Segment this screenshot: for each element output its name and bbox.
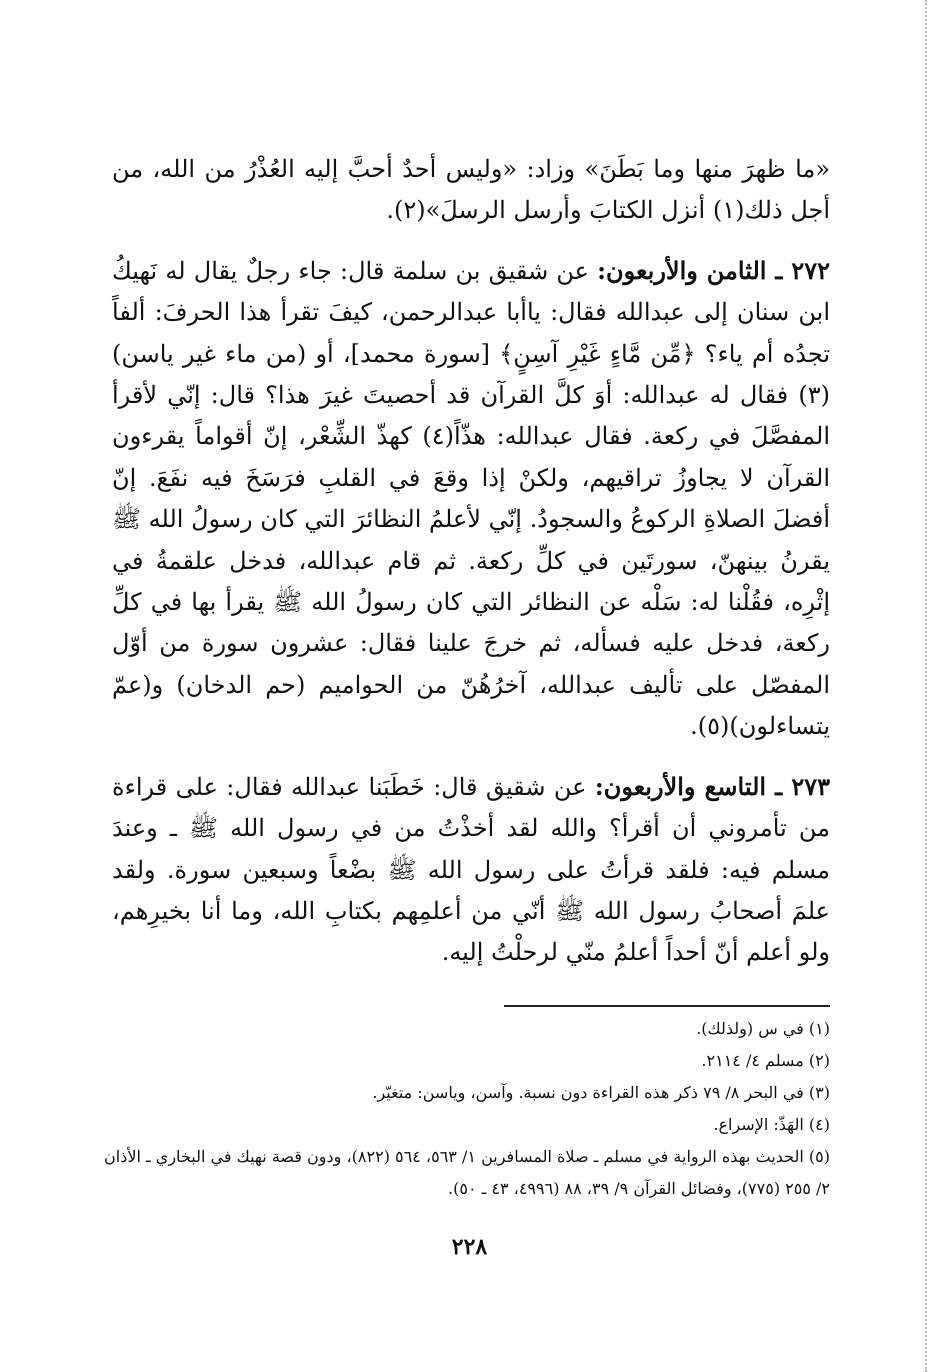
- footnote-2: (٢) مسلم ٤/ ٢١١٤.: [701, 1051, 830, 1070]
- paragraph-text: عن شقيق قال: خَطَبَنا عبدالله فقال: على قراءة من تأمروني أن أقرأ؟ والله لقد أخذْتُ من في رسول الله ﷺ ـ وعندَ مسلم فيه: فلقد قرأتُ على رسول الله ﷺ بضْعاً وسبعين سورة. ولقد علمَ أصحابُ رسول الله ﷺ أنّي من أعلمِهم بكتابِ الله، وما أنا بخيرِهم، ولو أعلم أنّ أحداً أعلمُ منّي لرحلْتُ إليه.: [112, 772, 830, 967]
- footnotes-divider: [504, 1005, 830, 1007]
- page-body: [112, 148, 830, 992]
- footnote-5: (٥) الحديث بهذه الرواية في مسلم ـ صلاة المسافرين ١/ ٥٦٣، ٥٦٤ (٨٢٢)، ودون قصة نهيك في البخاري ـ الأذان ٢/ ٢٥٥ (٧٧٥)، وفضائل القرآن ٩/ ٣٩، ٨٨ (٤٩٩٦، ٤٣ ـ ٥٠).: [104, 1147, 831, 1198]
- footnote-1: (١) في س (ولذلك).: [696, 1019, 830, 1038]
- footnote-4: (٤) الهَذّ: الإسراع.: [713, 1115, 830, 1134]
- page-number: ٢٢٨: [451, 1234, 488, 1260]
- page-edge-dotted-border: [925, 0, 927, 1372]
- footnotes: [104, 1013, 830, 1205]
- paragraph-heading: ٢٧٢ ـ الثامن والأربعون:: [597, 255, 830, 285]
- paragraph-text: عن شقيق بن سلمة قال: جاء رجلٌ يقال له نَهيكُ ابن سنان إلى عبدالله فقال: ياأبا عبدالرحمن، كيفَ تقرأ هذا الحرفَ: ألفاً تجدُه أم ياء؟ ﴿مِّن مَّاءٍ غَيْرِ آسِنٍ﴾ [سورة محمد]، أو (من ماء غير ياسن)(٣) فقال له عبدالله: أوَ كلَّ القرآن قد أحصيتَ غيرَ هذا؟ قال: إنّي لأقرأ المفصَّلَ في ركعة. فقال عبدالله: هذّاً(٤) كهذّ الشِّعْر، إنّ أقواماً يقرءون القرآن لا يجاوزُ تراقيهم، ولكنْ إذا وقعَ في القلبِ فرَسَخَ فيه نفَعَ. إنّ أفضلَ الصلاةِ الركوعُ والسجودُ. إنّي لأعلمُ النظائرَ التي كان رسولُ الله ﷺ يقرنُ بينهنّ، سورتَين في كلِّ ركعة. ثم قام عبدالله، فدخل علقمةُ في إثْرِه، فقُلْنا له: سَلْه عن النظائر التي كان رسولُ الله ﷺ يقرأ بها في كلِّ ركعة، فدخل عليه فسأله، ثم خرجَ علينا فقال: عشرون سورة من أوّل المفصّل على تأليف عبدالله، آخرُهُنّ من الحواميم (حم الدخان) و(عمّ يتساءلون)(٥).: [112, 256, 831, 741]
- paragraph-heading: ٢٧٣ ـ التاسع والأربعون:: [594, 771, 830, 801]
- paragraph-continuation: [112, 148, 830, 232]
- paragraph-hadith-272: [112, 250, 830, 748]
- footnote-3: (٣) في البحر ٨/ ٧٩ ذكر هذه القراءة دون نسبة. وآسن، وياسن: متغيّر.: [372, 1083, 830, 1102]
- paragraph-text: «ما ظهرَ منها وما بَطَنَ» وزاد: «وليس أحدٌ أحبَّ إليه العُذْرُ من الله، من أجل ذلك(١) أنزل الكتابَ وأرسل الرسلَ»(٢).: [112, 155, 831, 225]
- paragraph-hadith-273: [112, 766, 830, 974]
